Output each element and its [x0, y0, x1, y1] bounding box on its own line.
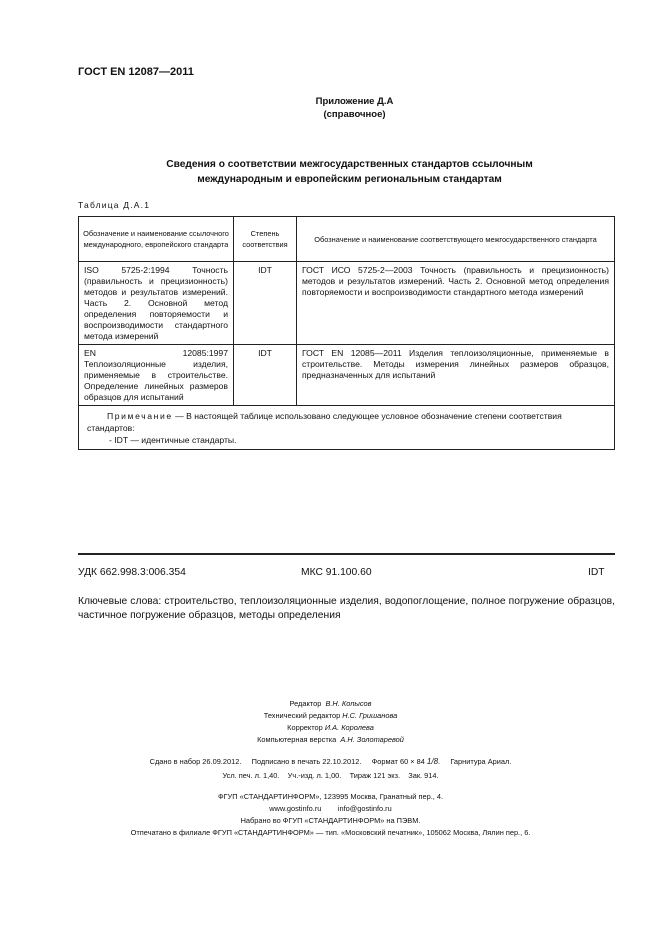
- website-link[interactable]: www.gostinfo.ru: [269, 804, 322, 813]
- header-national-standard: Обозначение и наименование соответствующего межгосударственного стандарта: [297, 217, 615, 262]
- mks-code: МКС 91.100.60: [301, 567, 372, 578]
- idt-code: IDT: [588, 567, 605, 578]
- colophon-typeset: Набрано во ФГУП «СТАНДАРТИНФОРМ» на ПЭВМ.: [240, 816, 421, 825]
- header-degree: Степень соответствия: [234, 217, 297, 262]
- document-header: ГОСТ EN 12087—2011: [78, 66, 194, 78]
- colophon-printed: Отпечатано в филиале ФГУП «СТАНДАРТИНФОРМ» — тип. «Московский печатник», 105062 Москва, Лялин пер., 6.: [130, 828, 531, 837]
- table-label: Таблица Д.А.1: [78, 200, 151, 210]
- colophon-contacts: [0, 804, 661, 813]
- colophon-publisher: ФГУП «СТАНДАРТИНФОРМ», 123995 Москва, Гранатный пер., 4.: [217, 792, 444, 801]
- table-note-row: [79, 406, 615, 450]
- row-national-standard: ГОСТ EN 12085—2011 Изделия теплоизоляционные, применяемые в строительстве. Методы измерения линейных размеров образцов, предназначенных для испытаний: [297, 345, 615, 406]
- email-link[interactable]: info@gostinfo.ru: [337, 804, 392, 813]
- appendix-title: Приложение Д.А: [315, 96, 394, 107]
- header-reference-standard: Обозначение и наименование ссылочного международного, европейского стандарта: [79, 217, 234, 262]
- colophon-corrector: Корректор И.А. Королева: [287, 723, 374, 732]
- appendix-heading: [0, 95, 661, 121]
- section-title-line-2: международным и европейским региональным стандартам: [197, 174, 502, 185]
- table-row: [79, 262, 615, 345]
- table-note: [79, 406, 615, 450]
- correspondence-table: [78, 216, 615, 450]
- colophon-editor: Редактор В.Н. Копысов: [289, 699, 372, 708]
- note-text: — В настоящей таблице использовано следующее условное обозначение степени соответствия стандартов:: [87, 411, 562, 433]
- udk-code: УДК 662.998.3:006.354: [78, 567, 186, 578]
- row-reference-standard: EN 12085:1997 Теплоизоляционные изделия, применяемые в строительстве. Определение линейных размеров образцов для испытаний: [79, 345, 234, 406]
- row-degree: IDT: [234, 262, 297, 345]
- keywords: Ключевые слова: строительство, теплоизоляционные изделия, водопоглощение, полное погружение образцов, частичное погружение образцов, методы определения: [78, 596, 615, 621]
- section-title: [0, 157, 661, 187]
- appendix-subtitle: (справочное): [323, 109, 386, 120]
- table-row: [79, 345, 615, 406]
- row-degree: IDT: [234, 345, 297, 406]
- footer-divider: [78, 553, 615, 555]
- colophon-print-info: Сдано в набор 26.09.2012. Подписано в печать 22.10.2012. Формат 60 × 84 1/8. Гарнитура Ариал.: [149, 757, 512, 766]
- colophon-tech-editor: Технический редактор Н.С. Гришанова: [263, 711, 398, 720]
- note-item: - IDT — идентичные стандарты.: [109, 435, 237, 445]
- row-national-standard: ГОСТ ИСО 5725-2—2003 Точность (правильность и прецизионность) методов и результатов измерений. Часть 2. Основной метод определения повторяемости и воспроизводимости стандартного метода измерений: [297, 262, 615, 345]
- table-header-row: [79, 217, 615, 262]
- note-label: Примечание: [107, 411, 173, 421]
- colophon-layout: Компьютерная верстка А.Н. Золотаревой: [257, 735, 404, 744]
- row-reference-standard: ISO 5725-2:1994 Точность (правильность и прецизионность) методов и результатов измерений. Часть 2. Основной метод определения повторяемости и воспроизводимости стандартного метода измерений: [79, 262, 234, 345]
- colophon-sheets: Усл. печ. л. 1,40. Уч.-изд. л. 1,00. Тираж 121 экз. Зак. 914.: [222, 771, 439, 780]
- section-title-line-1: Сведения о соответствии межгосударственных стандартов ссылочным: [166, 159, 533, 170]
